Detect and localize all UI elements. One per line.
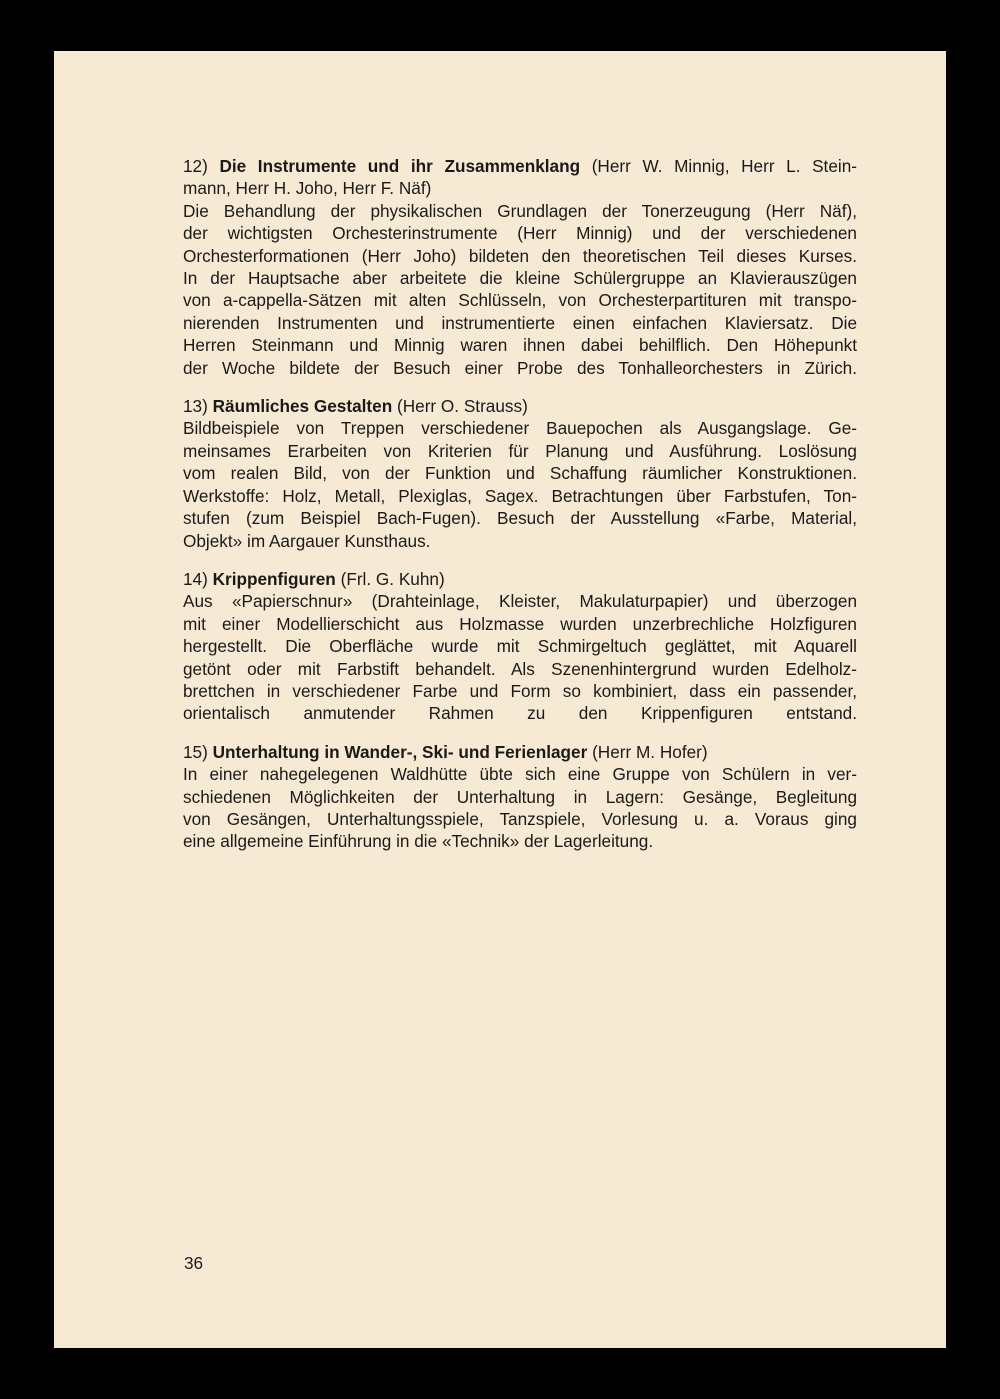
- document-page: [54, 51, 946, 1348]
- section-credits: (Herr W. Minnig, Herr L. Stein-: [591, 156, 857, 176]
- text-line: schiedenen Möglichkeiten der Unterhaltung in Lagern: Gesänge, Begleitung: [183, 786, 857, 807]
- section-heading: [183, 741, 857, 763]
- text-line: Orchesterformationen (Herr Joho) bildeten den theoretischen Teil dieses Kurses.: [183, 245, 857, 266]
- section-title: Räumliches Gestalten: [212, 396, 393, 417]
- section-heading: [183, 395, 857, 417]
- section-heading: [183, 155, 857, 177]
- text-line: Werkstoffe: Holz, Metall, Plexiglas, Sagex. Betrachtungen über Farbstufen, Ton-: [183, 485, 857, 506]
- text-line: getönt oder mit Farbstift behandelt. Als Szenenhintergrund wurden Edelholz-: [183, 658, 857, 679]
- section-credits: (Herr M. Hofer): [592, 741, 708, 762]
- section-number: 12): [183, 156, 208, 176]
- section-number: 13): [183, 396, 208, 417]
- text-line: stufen (zum Beispiel Bach-Fugen). Besuch der Ausstellung «Farbe, Material,: [183, 508, 857, 529]
- section-title: Krippenfiguren: [212, 568, 336, 589]
- text-line: Objekt» im Aargauer Kunsthaus.: [183, 530, 431, 551]
- text-line: von Gesängen, Unterhaltungsspiele, Tanzspiele, Vorlesung u. a. Voraus ging: [183, 808, 857, 829]
- section-credits: (Herr O. Strauss): [397, 396, 528, 417]
- text-line: mit einer Modellierschicht aus Holzmasse wurden unzerbrechliche Holzfiguren: [183, 613, 857, 634]
- text-line: In der Hauptsache aber arbeitete die kleine Schülergruppe an Klavierauszügen: [183, 268, 857, 289]
- section-heading: [183, 568, 857, 590]
- text-line: hergestellt. Die Oberfläche wurde mit Schmirgeltuch geglättet, mit Aquarell: [183, 636, 857, 657]
- text-line: Herren Steinmann und Minnig waren ihnen dabei behilflich. Den Höhepunkt: [183, 335, 857, 356]
- section-title: Unterhaltung in Wander-, Ski- und Ferienlager: [212, 741, 588, 762]
- text-line: meinsames Erarbeiten von Kriterien für Planung und Ausführung. Loslösung: [183, 440, 857, 461]
- section-number: 14): [183, 568, 208, 589]
- text-line: eine allgemeine Einführung in die «Technik» der Lagerleitung.: [183, 831, 654, 852]
- text-line: nierenden Instrumenten und instrumentierte einen einfachen Klaviersatz. Die: [183, 312, 857, 333]
- text-line: Die Behandlung der physikalischen Grundlagen der Tonerzeugung (Herr Näf),: [183, 200, 857, 221]
- page-number: 36: [184, 1253, 204, 1273]
- section-13: [183, 395, 857, 552]
- section-title: Die Instrumente und ihr Zusammenklang: [219, 156, 581, 176]
- page-body: [183, 155, 857, 869]
- text-line: von a-cappella-Sätzen mit alten Schlüsseln, von Orchesterpartituren mit transpo-: [183, 290, 857, 311]
- section-15: [183, 741, 857, 853]
- section-14: [183, 568, 857, 725]
- text-line: Bildbeispiele von Treppen verschiedener Bauepochen als Ausgangslage. Ge-: [183, 418, 857, 439]
- section-12: [183, 155, 857, 379]
- text-line: Aus «Papierschnur» (Drahteinlage, Kleister, Makulaturpapier) und überzogen: [183, 591, 857, 612]
- text-line: mann, Herr H. Joho, Herr F. Näf): [183, 178, 432, 199]
- text-line: der Woche bildete der Besuch einer Probe des Tonhalleorchesters in Zürich.: [183, 357, 857, 378]
- section-number: 15): [183, 741, 208, 762]
- text-line: der wichtigsten Orchesterinstrumente (Herr Minnig) und der verschiedenen: [183, 223, 857, 244]
- text-line: brettchen in verschiedener Farbe und Form so kombiniert, dass ein passender,: [183, 680, 857, 701]
- text-line: vom realen Bild, von der Funktion und Schaffung räumlicher Konstruktionen.: [183, 463, 857, 484]
- text-line: In einer nahegelegenen Waldhütte übte sich eine Gruppe von Schülern in ver-: [183, 764, 857, 785]
- section-credits: (Frl. G. Kuhn): [340, 568, 445, 589]
- text-line: orientalisch anmutender Rahmen zu den Krippenfiguren entstand.: [183, 703, 857, 724]
